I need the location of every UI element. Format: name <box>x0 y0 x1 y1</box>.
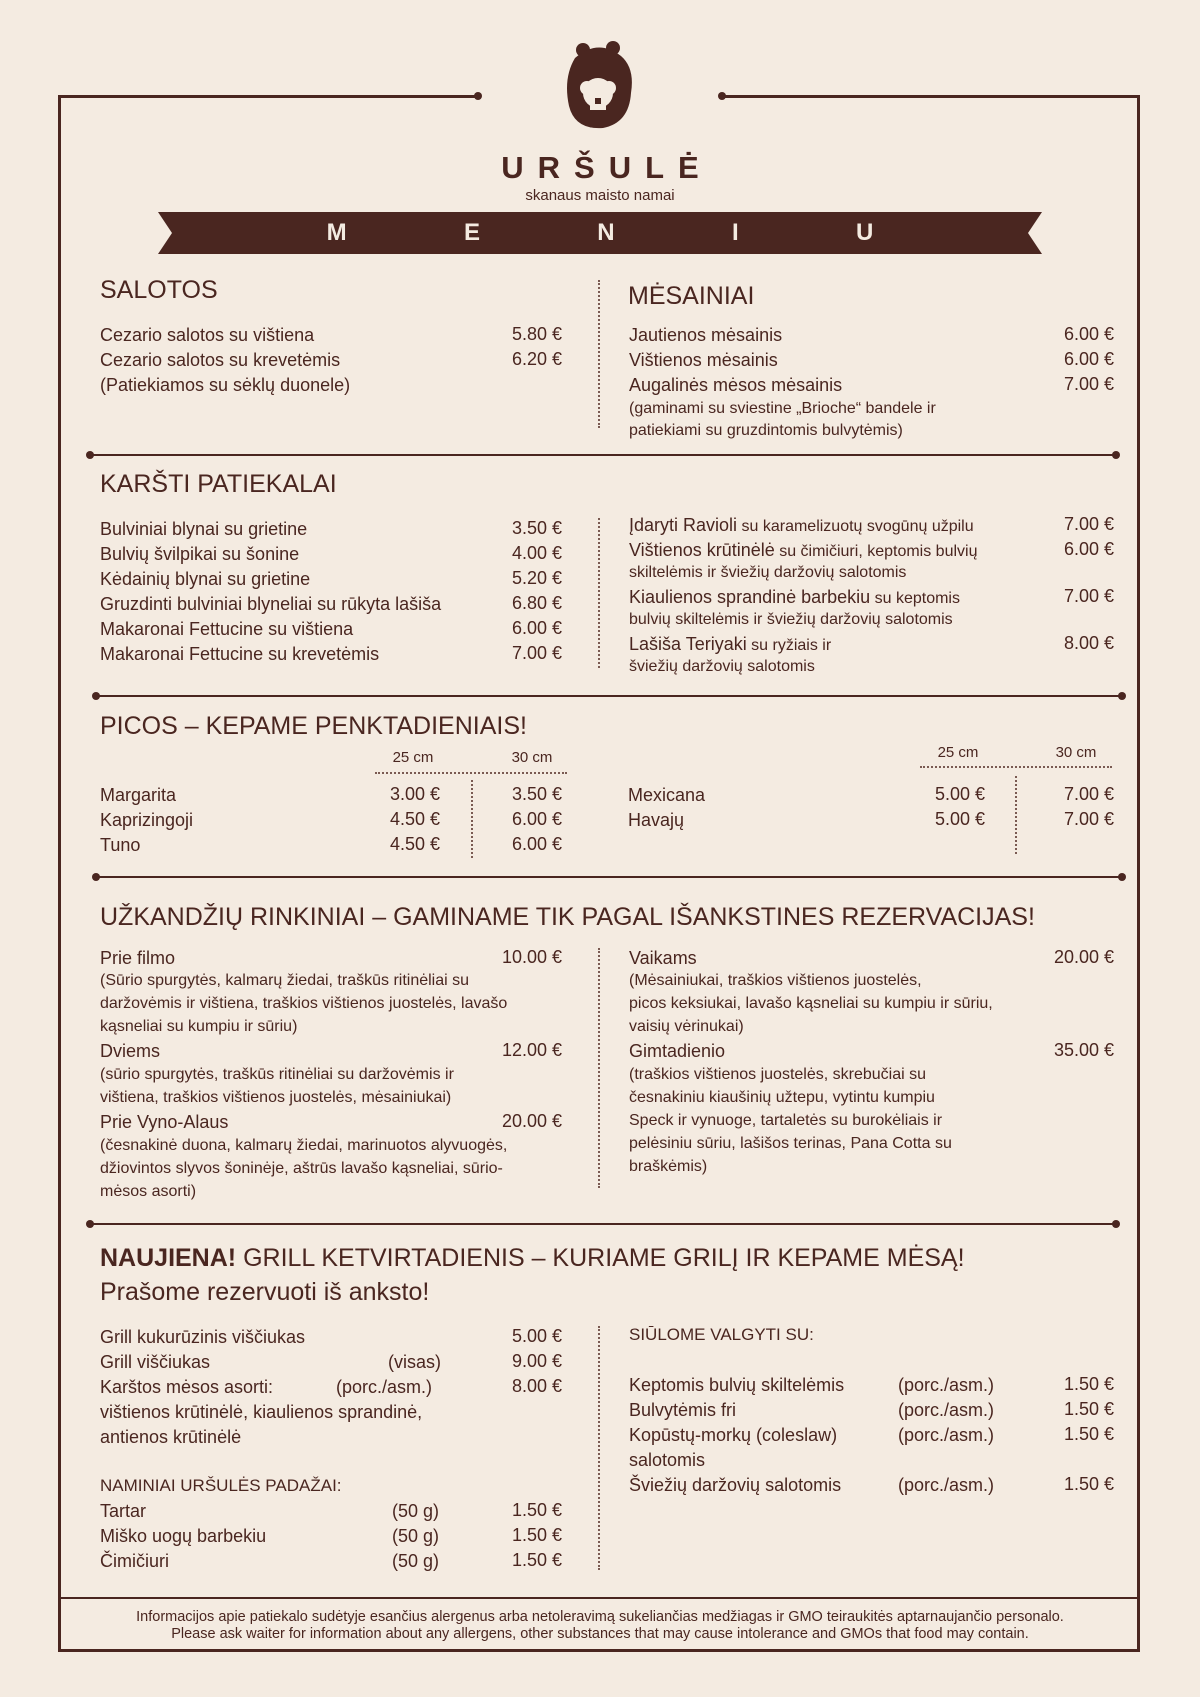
menu-item-price: 6.00 € <box>1063 349 1114 369</box>
menu-item-name: Augalinės mėsos mėsainis <box>629 375 843 395</box>
menu-item-price: 7.00 € <box>1063 586 1114 606</box>
set-name: Vaikams <box>629 948 697 968</box>
set-desc: (traškios vištienos juostelės, skrebučiai su <box>629 1066 927 1083</box>
column-divider <box>598 518 600 668</box>
dish-name: Įdaryti Ravioli <box>629 515 738 535</box>
size-header: 30 cm <box>511 749 553 766</box>
pizza-price-30: 6.00 € <box>511 809 562 829</box>
pizza-price-25: 5.00 € <box>934 809 985 829</box>
set-desc: braškėmis) <box>629 1158 708 1175</box>
dish-name: Kiaulienos sprandinė barbekiu <box>629 587 871 607</box>
set-desc: (Mėsainiukai, traškios vištienos juostelės, <box>629 972 922 989</box>
dish-name: Vištienos krūtinėlė <box>629 540 775 560</box>
grill-title-text: GRILL KETVIRTADIENIS – KURIAME GRILĮ IR KEPAME MĖSĄ! <box>236 1244 965 1272</box>
pizza-name: Tuno <box>100 835 141 855</box>
banner-letter: M <box>326 219 347 246</box>
size-header: 25 cm <box>392 749 434 766</box>
menu-item-price: 5.80 € <box>511 324 562 344</box>
set-desc: džiovintos slyvos šoninėje, aštrūs lavašo kąsneliai, sūrio- <box>100 1160 503 1177</box>
set-price: 20.00 € <box>1053 947 1114 967</box>
sauce-name: Miško uogų barbekiu <box>100 1526 267 1546</box>
menu-item-name: Bulvių švilpikai su šonine <box>100 544 300 564</box>
menu-item-name: Cezario salotos su vištiena <box>100 325 315 345</box>
sauces-title: NAMINIAI URŠULĖS PADAŽAI: <box>100 1476 342 1495</box>
set-desc: (česnakinė duona, kalmarų žiedai, marinuotos alyvuogės, <box>100 1137 508 1154</box>
side-name: Keptomis bulvių skiltelėmis <box>629 1375 845 1395</box>
set-name: Dviems <box>100 1041 161 1061</box>
banner-letter: N <box>597 219 615 246</box>
pizza-price-30: 7.00 € <box>1063 809 1114 829</box>
sauce-name: Tartar <box>100 1501 147 1521</box>
pizza-price-30: 6.00 € <box>511 834 562 854</box>
bear-chef-logo-icon <box>563 38 637 134</box>
section-title-mesainiai: MĖSAINIAI <box>628 282 755 310</box>
menu-item-name <box>629 586 960 610</box>
side-qty: (porc./asm.) <box>898 1425 995 1445</box>
side-name: Šviežių daržovių salotomis <box>629 1475 842 1495</box>
dish-desc: su čimičiuri, keptomis bulvių <box>774 543 978 560</box>
side-qty: (porc./asm.) <box>898 1475 995 1495</box>
menu-item-note: patiekiami su gruzdintomis bulvytėmis) <box>629 422 903 439</box>
menu-item-price: 6.20 € <box>511 349 562 369</box>
sides-title: SIŪLOME VALGYTI SU: <box>629 1325 814 1344</box>
section-divider <box>96 876 1122 878</box>
size-header: 30 cm <box>1055 744 1097 761</box>
set-desc: vaisių vėrinukai) <box>629 1018 744 1035</box>
pizza-price-30: 7.00 € <box>1063 784 1114 804</box>
section-title-rinkiniai: UŽKANDŽIŲ RINKINIAI – GAMINAME TIK PAGAL IŠANKSTINES REZERVACIJAS! <box>100 903 1035 931</box>
side-price: 1.50 € <box>1063 1424 1114 1444</box>
pizza-name: Kaprizingoji <box>100 810 194 830</box>
size-header: 25 cm <box>937 744 979 761</box>
sauce-price: 1.50 € <box>511 1500 562 1520</box>
menu-item-name: Kėdainių blynai su grietine <box>100 569 311 589</box>
menu-item-price: 3.50 € <box>511 518 562 538</box>
sauce-price: 1.50 € <box>511 1550 562 1570</box>
pizza-price-25: 3.00 € <box>389 784 440 804</box>
menu-banner-letters <box>158 212 1042 254</box>
column-divider <box>598 1326 600 1570</box>
pizza-name: Havajų <box>628 810 685 830</box>
footer-rule <box>60 1597 1140 1599</box>
menu-item-name: Gruzdinti bulviniai blyneliai su rūkyta lašiša <box>100 594 442 614</box>
grill-title <box>100 1244 965 1273</box>
dish-desc: su ryžiais ir <box>746 637 832 654</box>
column-divider <box>598 948 600 1188</box>
column-divider <box>598 280 600 428</box>
set-desc: vištiena, traškios vištienos juostelės, mėsainiukai) <box>100 1089 452 1106</box>
grill-item-price: 5.00 € <box>511 1326 562 1346</box>
sauce-price: 1.50 € <box>511 1525 562 1545</box>
menu-item-price: 4.00 € <box>511 543 562 563</box>
menu-item-price: 7.00 € <box>511 643 562 663</box>
grill-subtitle: Prašome rezervuoti iš anksto! <box>100 1278 430 1306</box>
menu-item-name <box>629 514 974 538</box>
menu-item-price: 7.00 € <box>1063 374 1114 394</box>
sauce-qty: (50 g) <box>392 1551 440 1571</box>
size-underline <box>920 766 1112 768</box>
set-desc: daržovėmis ir vištiena, traškios vištienos juostelės, lavašo <box>100 995 508 1012</box>
dish-desc: bulvių skiltelėmis ir šviežių daržovių salotomis <box>629 611 953 628</box>
grill-item-name: Grill viščiukas <box>100 1352 211 1372</box>
grill-item-name: Grill kukurūzinis viščiukas <box>100 1327 306 1347</box>
set-desc: (Sūrio spurgytės, kalmarų žiedai, traškūs ritinėliai su <box>100 972 470 989</box>
menu-item-price: 6.80 € <box>511 593 562 613</box>
size-underline <box>375 772 567 774</box>
frame-dot-left <box>474 92 482 100</box>
sauce-name: Čimičiuri <box>100 1551 169 1571</box>
sauce-qty: (50 g) <box>392 1526 440 1546</box>
menu-item-name: Bulviniai blynai su grietine <box>100 519 308 539</box>
menu-item-name: Cezario salotos su krevetėmis <box>100 350 341 370</box>
side-name: Kopūstų-morkų (coleslaw) <box>629 1425 838 1445</box>
section-divider <box>90 1223 1116 1225</box>
pizza-name: Margarita <box>100 785 177 805</box>
menu-item-name: Makaronai Fettucine su vištiena <box>100 619 354 639</box>
menu-item-price: 6.00 € <box>1063 324 1114 344</box>
set-desc: kąsneliai su kumpiu ir sūriu) <box>100 1018 298 1035</box>
allergen-note-en: Please ask waiter for information about any allergens, other substances that may cause intolerance and GMOs that food may contain. <box>171 1626 1029 1642</box>
sauce-qty: (50 g) <box>392 1501 440 1521</box>
side-price: 1.50 € <box>1063 1474 1114 1494</box>
banner-letter: I <box>731 219 739 246</box>
new-badge: NAUJIENA! <box>100 1244 237 1272</box>
menu-item-name: Makaronai Fettucine su krevetėmis <box>100 644 380 664</box>
grill-item-qty: (porc./asm.) <box>336 1377 433 1397</box>
set-name: Prie Vyno-Alaus <box>100 1112 229 1132</box>
menu-item-note: (gaminami su sviestine „Brioche“ bandele ir <box>629 400 936 417</box>
grill-item-name: Karštos mėsos asorti: <box>100 1377 274 1397</box>
menu-item-name <box>629 633 831 657</box>
set-desc: česnakiniu kiaušinių užtepu, vytintu kumpiu <box>629 1089 935 1106</box>
dish-desc: skiltelėmis ir šviežių daržovių salotomis <box>629 564 907 581</box>
menu-item-name <box>629 539 977 563</box>
set-desc: (sūrio spurgytės, traškūs ritinėliai su daržovėmis ir <box>100 1066 454 1083</box>
set-price: 12.00 € <box>501 1040 562 1060</box>
size-divider <box>1015 776 1017 854</box>
allergen-note-lt: Informacijos apie patiekalo sudėtyje esančius alergenus arba netoleravimą sukeliančias medžiagas ir GMO teiraukitės aptarnaujančio personalo. <box>136 1609 1064 1625</box>
banner-letter: U <box>855 219 874 246</box>
set-price: 20.00 € <box>501 1111 562 1131</box>
dish-name: Lašiša Teriyaki <box>629 634 747 654</box>
section-divider <box>96 695 1122 697</box>
dish-desc: su karamelizuotų svogūnų užpilu <box>737 518 974 535</box>
pizza-name: Mexicana <box>628 785 706 805</box>
brand-tagline: skanaus maisto namai <box>525 187 675 204</box>
grill-item-desc: vištienos krūtinėlė, kiaulienos sprandinė, <box>100 1402 423 1422</box>
menu-item-name: Vištienos mėsainis <box>629 350 778 370</box>
pizza-price-25: 5.00 € <box>934 784 985 804</box>
menu-item-price: 7.00 € <box>1063 514 1114 534</box>
side-price: 1.50 € <box>1063 1399 1114 1419</box>
section-title-karsti: KARŠTI PATIEKALAI <box>100 470 337 498</box>
pizza-price-25: 4.50 € <box>389 809 440 829</box>
grill-item-price: 9.00 € <box>511 1351 562 1371</box>
side-qty: (porc./asm.) <box>898 1375 995 1395</box>
menu-item-name: Jautienos mėsainis <box>629 325 783 345</box>
pizza-price-25: 4.50 € <box>389 834 440 854</box>
set-desc: mėsos asorti) <box>100 1183 197 1200</box>
menu-item-price: 6.00 € <box>511 618 562 638</box>
dish-desc: šviežių daržovių salotomis <box>629 658 815 675</box>
menu-item-price: 6.00 € <box>1063 539 1114 559</box>
grill-item-qty: (visas) <box>388 1352 441 1372</box>
menu-item-price: 8.00 € <box>1063 633 1114 653</box>
menu-item-note: (Patiekiamos su sėklų duonele) <box>100 375 351 395</box>
grill-item-price: 8.00 € <box>511 1376 562 1396</box>
banner-letter: E <box>463 219 480 246</box>
section-divider <box>90 454 1116 456</box>
pizza-price-30: 3.50 € <box>511 784 562 804</box>
set-desc: pelėsiniu sūriu, lašišos terinas, Pana Cotta su <box>629 1135 952 1152</box>
grill-item-desc: antienos krūtinėlė <box>100 1427 242 1447</box>
side-name: Bulvytėmis fri <box>629 1400 737 1420</box>
menu-item-price: 5.20 € <box>511 568 562 588</box>
section-title-salotos: SALOTOS <box>100 276 218 304</box>
set-name: Gimtadienio <box>629 1041 726 1061</box>
side-price: 1.50 € <box>1063 1374 1114 1394</box>
set-name: Prie filmo <box>100 948 176 968</box>
side-qty: (porc./asm.) <box>898 1400 995 1420</box>
section-title-picos: PICOS – KEPAME PENKTADIENIAIS! <box>100 712 527 740</box>
set-price: 35.00 € <box>1053 1040 1114 1060</box>
frame-dot-right <box>718 92 726 100</box>
set-price: 10.00 € <box>501 947 562 967</box>
side-desc: salotomis <box>629 1450 706 1470</box>
dish-desc: su keptomis <box>870 590 960 607</box>
set-desc: picos keksiukai, lavašo kąsneliai su kumpiu ir sūriu, <box>629 995 993 1012</box>
brand-name: URŠULĖ <box>501 150 713 185</box>
set-desc: Speck ir vynuoge, tartaletės su burokėliais ir <box>629 1112 943 1129</box>
